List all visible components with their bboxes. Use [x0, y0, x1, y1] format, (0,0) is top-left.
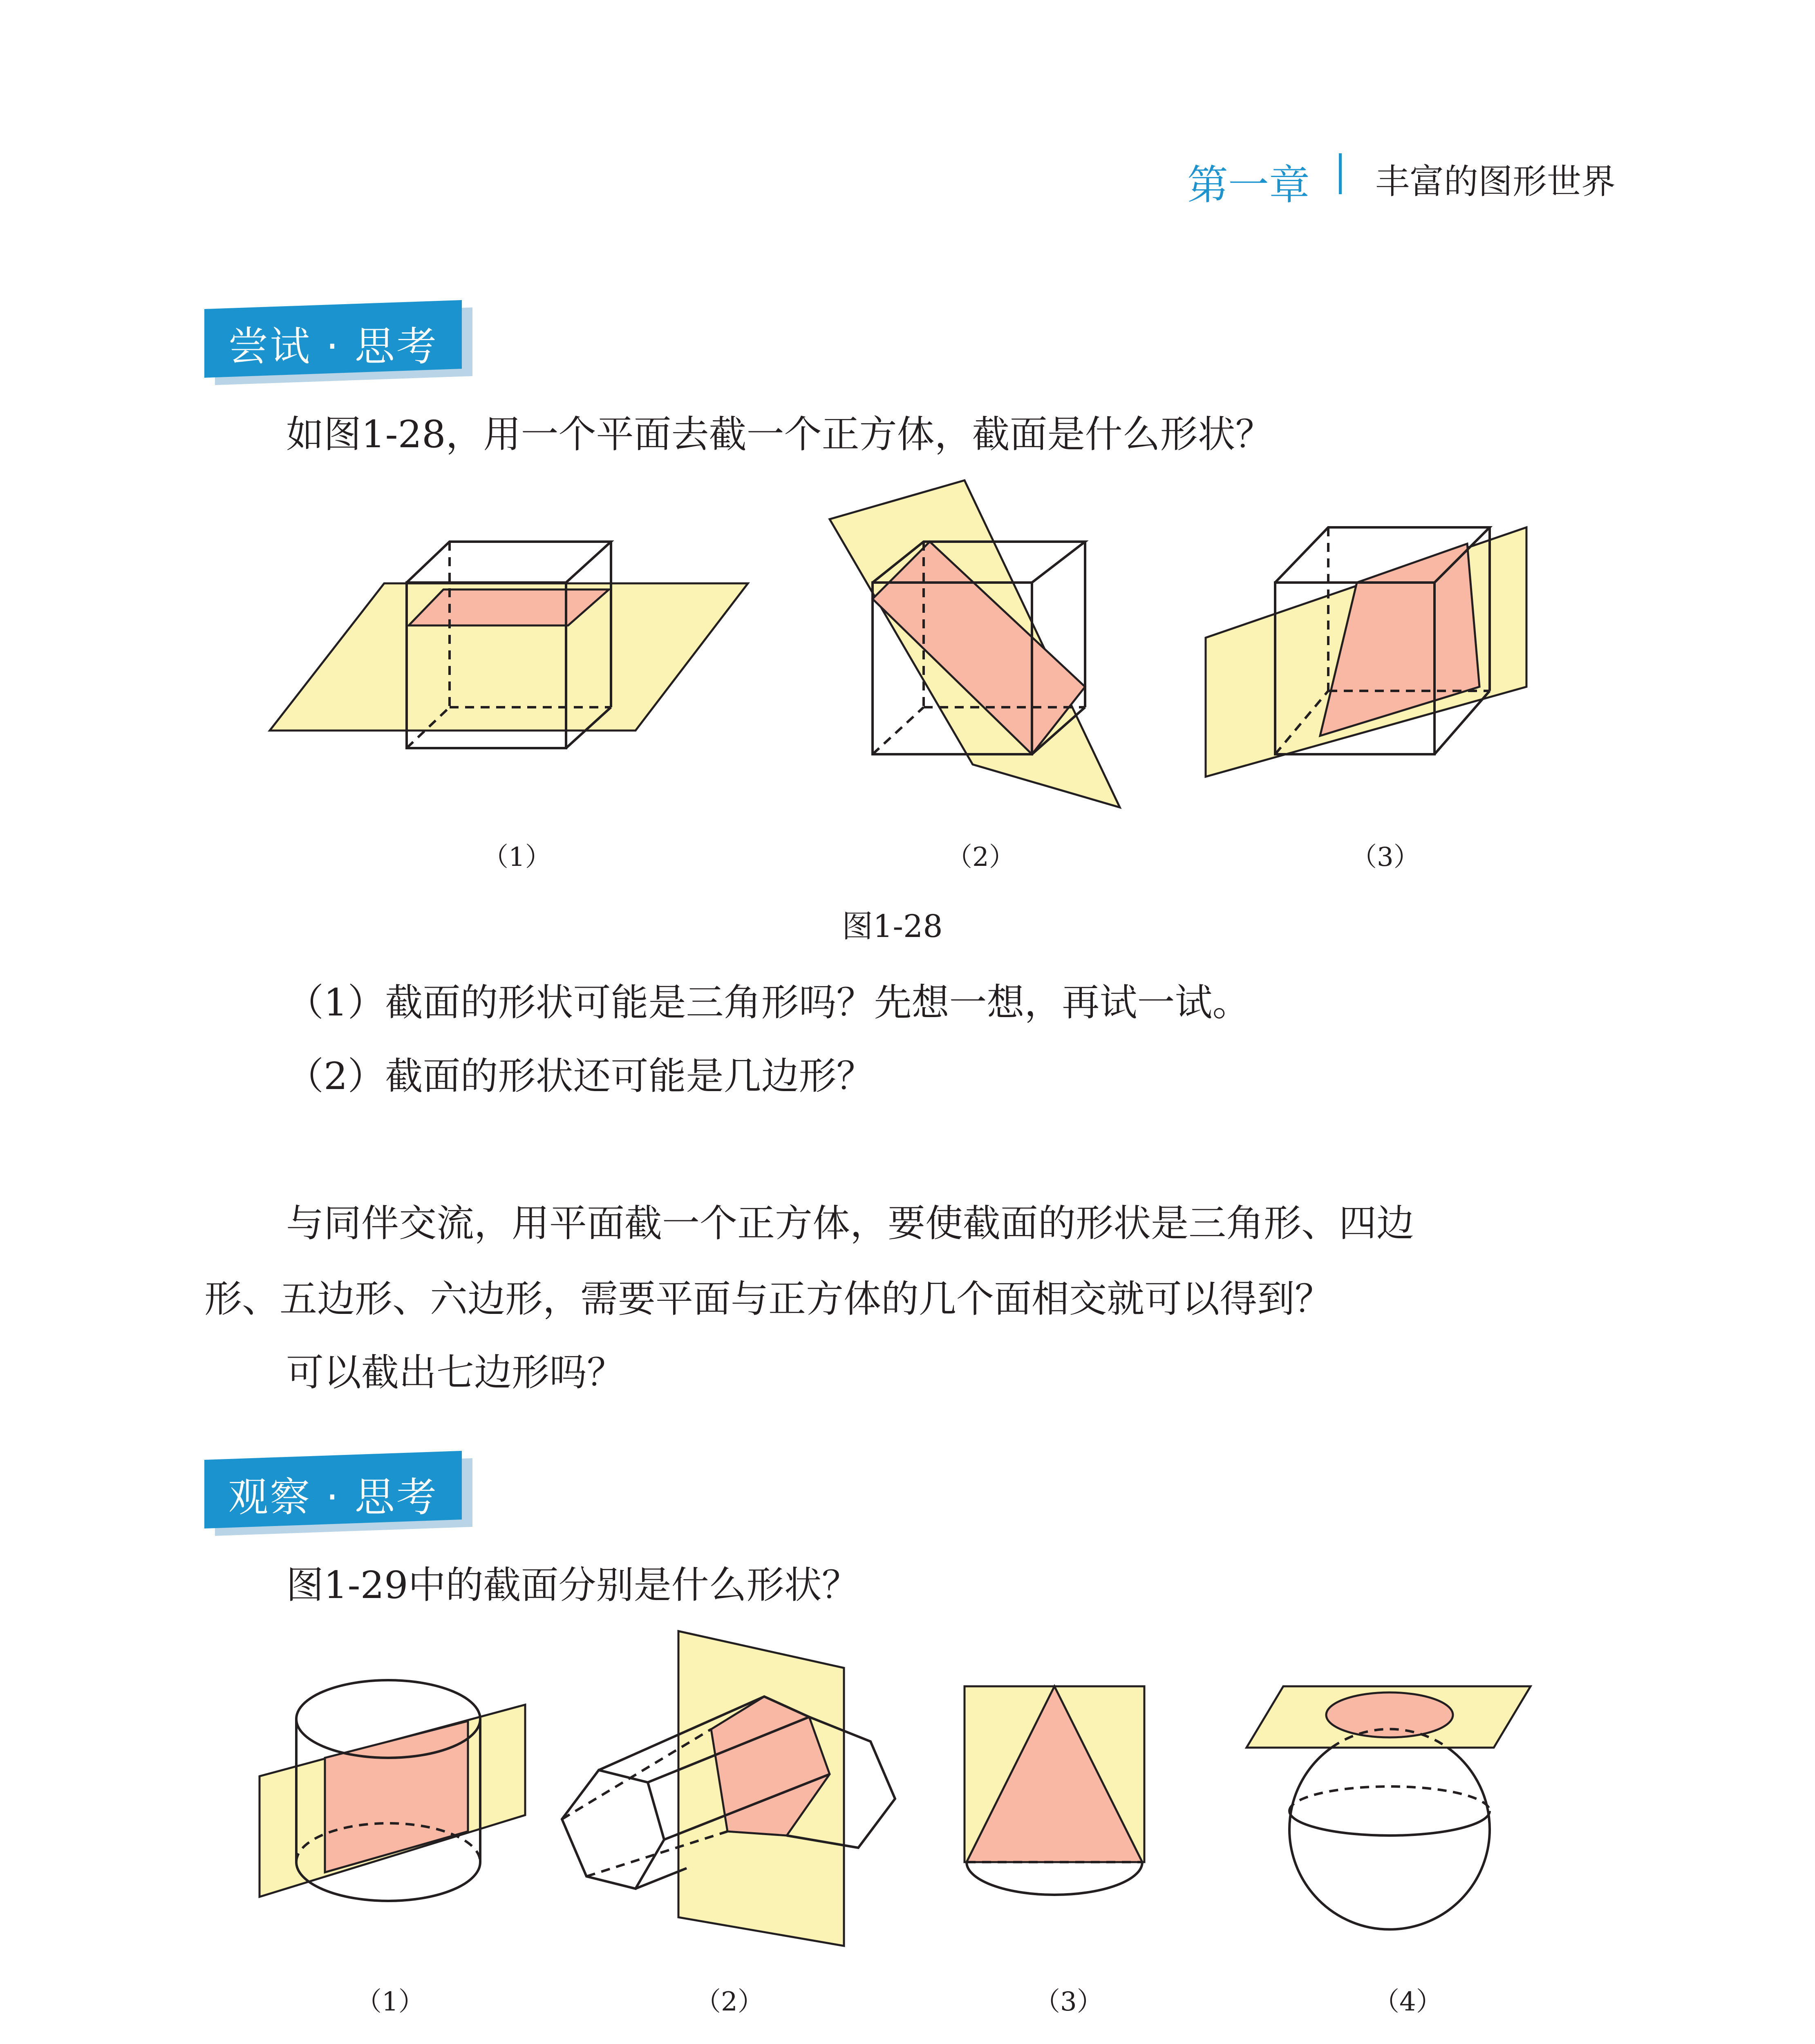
figure-1-28-1	[270, 542, 748, 748]
figure-1-29-caption-1: （1）	[356, 1987, 425, 2017]
figure-1-29-1	[260, 1680, 525, 1901]
section-tag-try-think	[204, 305, 462, 373]
discussion-line-3: 可以截出七边形吗？	[286, 1351, 625, 1394]
figure-1-29-caption-3: （3）	[1034, 1987, 1103, 2017]
chapter-label: 第一章	[1187, 161, 1310, 209]
figure-1-28-caption-2: （2）	[946, 842, 1015, 872]
figure-1-29-caption-2: （2）	[695, 1987, 764, 2017]
section1-intro: 如图1-28，用一个平面去截一个正方体，截面是什么形状？	[286, 412, 1273, 456]
figure-1-28-caption-3: （3）	[1351, 842, 1420, 872]
section2-intro: 图1-29中的截面分别是什么形状？	[286, 1563, 859, 1607]
figure-1-28	[245, 470, 1594, 838]
figure-1-29-3	[965, 1686, 1144, 1895]
question-1: （1）截面的形状可能是三角形吗？先想一想，再试一试。	[286, 981, 1250, 1024]
figure-1-28-3	[1206, 527, 1526, 777]
figure-1-28-caption-1: （1）	[482, 842, 551, 872]
figure-1-28-title: 图1-28	[842, 908, 943, 944]
discussion-line-1: 与同伴交流，用平面截一个正方体，要使截面的形状是三角形、四边	[286, 1201, 1414, 1245]
header-divider	[1339, 153, 1342, 194]
figure-1-29-4	[1247, 1686, 1531, 1930]
section-tag-observe-think	[204, 1455, 462, 1524]
section-tag-label: 尝试 · 思考	[228, 323, 438, 370]
figure-1-29	[245, 1627, 1594, 1975]
discussion-line-2: 形、五边形、六边形，需要平面与正方体的几个面相交就可以得到？	[204, 1277, 1333, 1321]
section-tag-label: 观察 · 思考	[228, 1474, 438, 1521]
chapter-title: 丰富的图形世界	[1375, 161, 1616, 202]
figure-1-28-2	[830, 480, 1120, 807]
figure-1-29-caption-4: （4）	[1373, 1987, 1442, 2017]
question-2: （2）截面的形状还可能是几边形？	[286, 1054, 874, 1098]
figure-1-29-2	[562, 1631, 895, 1946]
